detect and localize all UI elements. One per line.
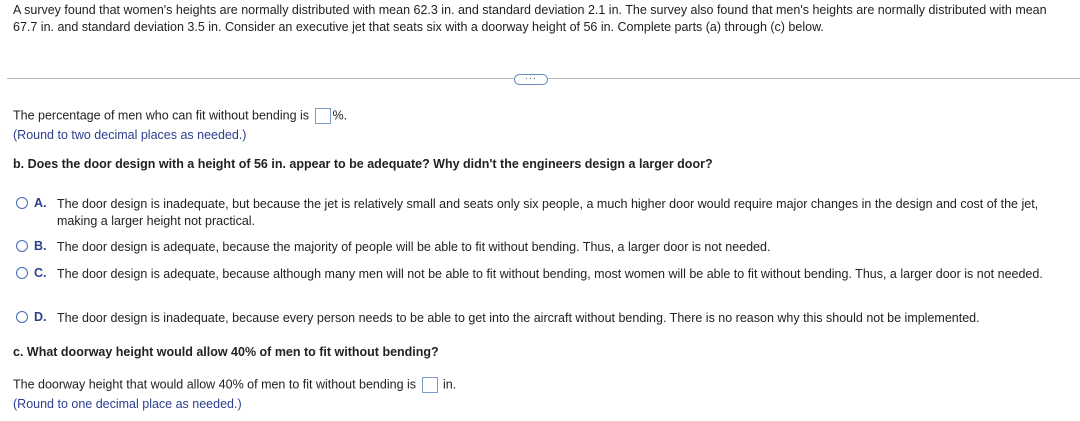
expand-more-button[interactable]: ··· <box>514 74 548 85</box>
choice-a-text: The door design is inadequate, but because the jet is relatively small and seats only six people, a much higher door would require major changes in the design and cost of the jet, making a larger height not practical. <box>57 197 1039 228</box>
part-c-answer-input[interactable] <box>422 377 438 393</box>
part-a-answer-input[interactable] <box>315 108 331 124</box>
choice-d-text: The door design is inadequate, because every person needs to be able to get into the aircraft without bending. There is no reason why this should not be implemented. <box>57 311 980 325</box>
part-b-question: b. Does the door design with a height of 56 in. appear to be adequate? Why didn't the engineers design a larger door? <box>13 157 713 171</box>
choice-a-radio[interactable] <box>16 197 28 209</box>
choice-c[interactable] <box>16 266 1071 283</box>
choice-c-radio[interactable] <box>16 267 28 279</box>
choice-b-letter: B. <box>34 239 47 253</box>
part-c-prompt: The doorway height that would allow 40% of men to fit without bending is <box>13 377 417 392</box>
choice-d-letter: D. <box>34 310 47 324</box>
choice-d[interactable] <box>16 310 1071 327</box>
part-c-question: c. What doorway height would allow 40% of men to fit without bending? <box>13 345 439 359</box>
choice-b-text: The door design is adequate, because the majority of people will be able to fit without bending. Thus, a larger door is not needed. <box>57 240 771 254</box>
choice-a[interactable] <box>16 196 1071 230</box>
part-c-unit: in. <box>442 377 457 392</box>
part-c-hint: (Round to one decimal place as needed.) <box>13 397 242 411</box>
part-c-answer-line <box>13 377 456 393</box>
choice-c-text: The door design is adequate, because although many men will not be able to fit without bending, most women will be able to fit without bending. Thus, a larger door is not needed. <box>57 267 1043 281</box>
part-a-prompt: The percentage of men who can fit without bending is <box>13 108 310 123</box>
part-a-hint: (Round to two decimal places as needed.) <box>13 128 247 142</box>
choice-c-letter: C. <box>34 266 47 280</box>
choice-a-letter: A. <box>34 196 47 210</box>
choice-b-radio[interactable] <box>16 240 28 252</box>
choice-b[interactable] <box>16 239 1071 256</box>
choice-d-radio[interactable] <box>16 311 28 323</box>
part-a-unit: %. <box>332 108 348 123</box>
part-a-answer-line <box>13 108 347 124</box>
problem-statement: A survey found that women's heights are normally distributed with mean 62.3 in. and standard deviation 2.1 in. The survey also found that men's heights are normally distributed with mean 67.7 in. and standard deviation 3.5 in. Consider an executive jet that seats six with a doorway height of 56 in. Complete parts (a) through (c) below. <box>13 3 1047 34</box>
